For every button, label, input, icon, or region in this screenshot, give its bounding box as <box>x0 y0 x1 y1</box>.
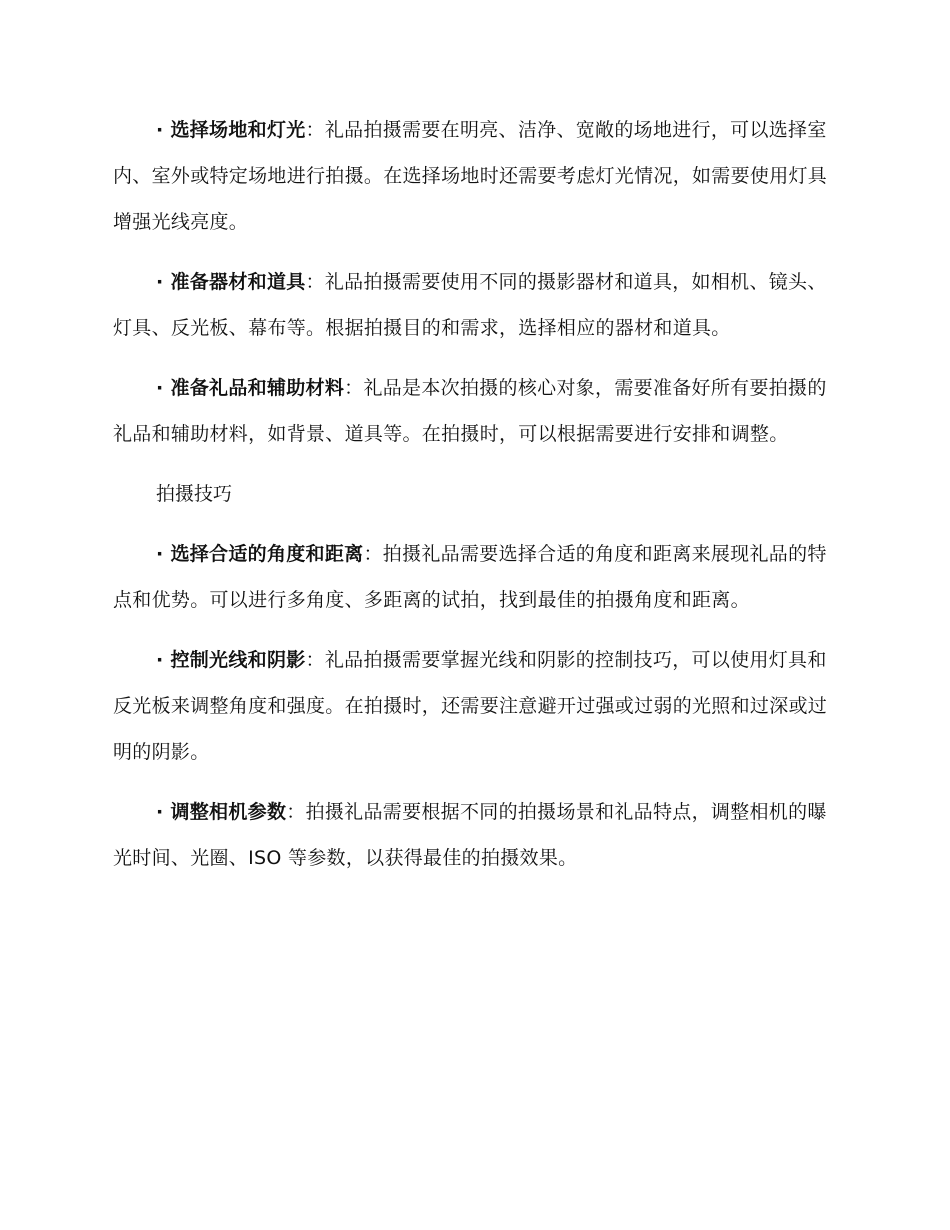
section-heading: 拍摄技巧 <box>156 483 233 505</box>
item-body-text: 礼品是本次拍摄的核心对象，需要准备好所有要拍摄的礼品和辅助材料，如背景、道具等。在拍摄时，可以根据需要进行安排和调整。 <box>113 377 827 445</box>
document-body <box>113 107 833 895</box>
item-lead-term: 控制光线和阴影 <box>170 649 306 671</box>
item-lead-term: 选择场地和灯光 <box>170 119 306 141</box>
item-separator: ： <box>305 649 325 671</box>
bullet-item-equipment-props <box>113 259 833 351</box>
item-separator: ： <box>344 377 364 399</box>
bullet-item-gifts-materials <box>113 365 833 457</box>
item-body-text: 拍摄礼品需要选择合适的角度和距离来展现礼品的特点和优势。可以进行多角度、多距离的试拍，找到最佳的拍摄角度和距离。 <box>113 543 827 611</box>
item-body-text: 礼品拍摄需要使用不同的摄影器材和道具，如相机、镜头、灯具、反光板、幕布等。根据拍摄目的和需求，选择相应的器材和道具。 <box>113 271 827 339</box>
item-lead-term: 准备器材和道具 <box>170 271 306 293</box>
bullet-marker: · <box>156 271 171 293</box>
bullet-marker: · <box>156 801 171 823</box>
item-lead-term: 选择合适的角度和距离 <box>170 543 364 565</box>
item-separator: ： <box>286 801 306 823</box>
bullet-item-venue-lighting <box>113 107 833 245</box>
item-lead-term: 调整相机参数 <box>170 801 287 823</box>
item-lead-term: 准备礼品和辅助材料 <box>170 377 345 399</box>
bullet-item-angle-distance <box>113 531 833 623</box>
bullet-item-light-shadow <box>113 637 833 775</box>
item-separator: ： <box>305 271 325 293</box>
bullet-item-camera-params <box>113 789 833 881</box>
item-body-text: 拍摄礼品需要根据不同的拍摄场景和礼品特点，调整相机的曝光时间、光圈、ISO 等参数，以获得最佳的拍摄效果。 <box>113 801 827 869</box>
bullet-marker: · <box>156 119 171 141</box>
bullet-marker: · <box>156 543 171 565</box>
item-body-text: 礼品拍摄需要掌握光线和阴影的控制技巧，可以使用灯具和反光板来调整角度和强度。在拍摄时，还需要注意避开过强或过弱的光照和过深或过明的阴影。 <box>113 649 828 763</box>
item-body-text: 礼品拍摄需要在明亮、洁净、宽敞的场地进行，可以选择室内、室外或特定场地进行拍摄。在选择场地时还需要考虑灯光情况，如需要使用灯具增强光线亮度。 <box>113 119 828 233</box>
bullet-marker: · <box>156 649 171 671</box>
item-separator: ： <box>305 119 325 141</box>
bullet-marker: · <box>156 377 171 399</box>
item-separator: ： <box>363 543 383 565</box>
